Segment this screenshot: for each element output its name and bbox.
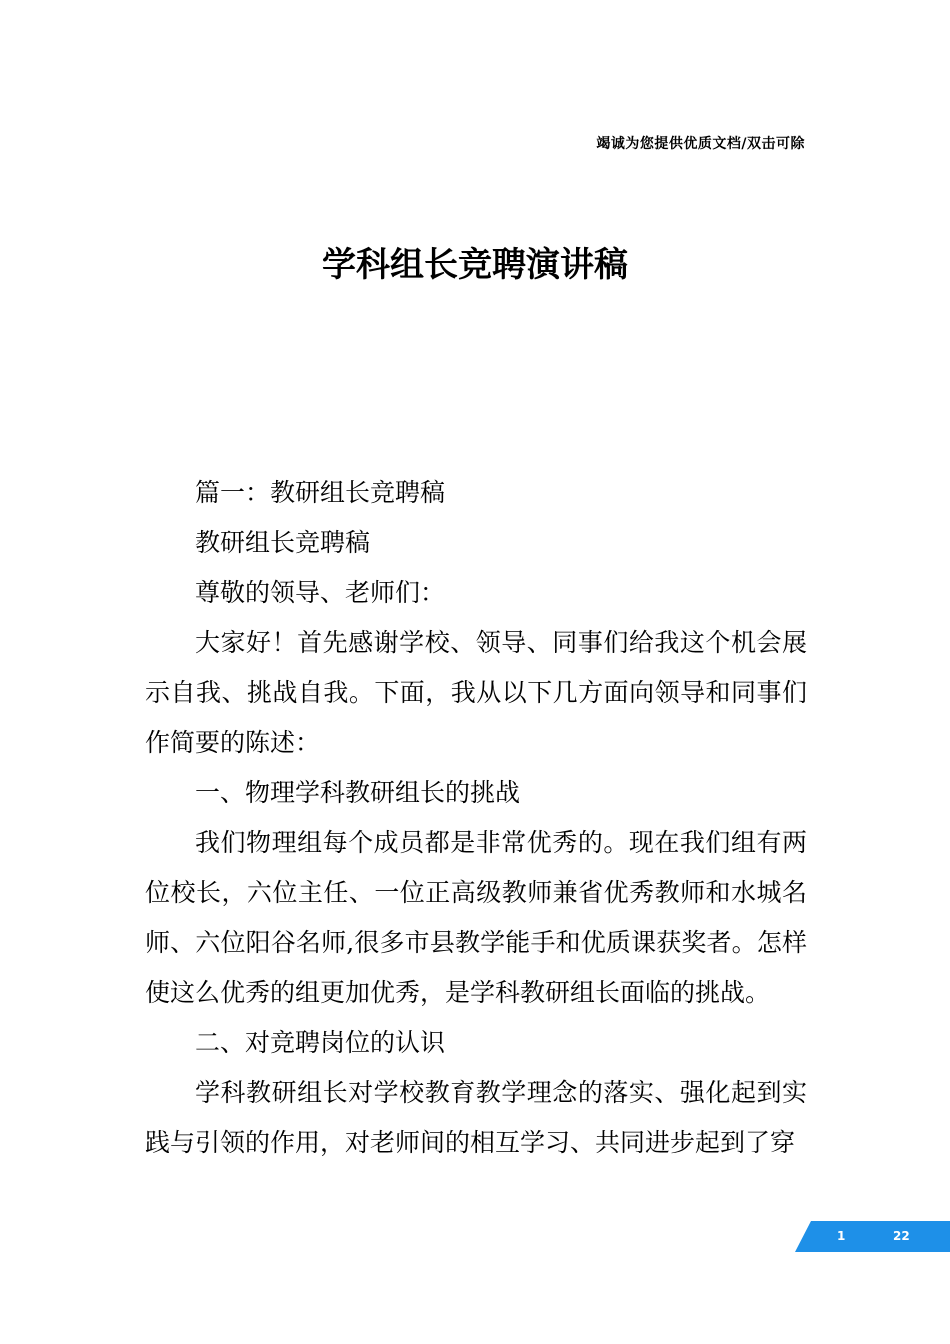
paragraph-heading-one: 一、物理学科教研组长的挑战: [195, 778, 521, 807]
page-total-number: 22: [893, 1229, 910, 1243]
paragraph-salutation: 尊敬的领导、老师们：: [195, 578, 446, 607]
paragraph-heading-two: 二、对竞聘岗位的认识: [195, 1028, 446, 1057]
header-note: 竭诚为您提供优质文档/双击可除: [596, 136, 805, 152]
paragraph-role-description: 学科教研组长对学校教育教学理念的落实、强化起到实践与引领的作用，对老师间的相互学习、共同进步起到了穿: [145, 1078, 807, 1157]
page-number-badge: [795, 1221, 950, 1252]
document-body: [145, 468, 807, 1168]
paragraph-greeting: 大家好！首先感谢学校、领导、同事们给我这个机会展示自我、挑战自我。下面，我从以下几方面向领导和同事们作简要的陈述：: [145, 628, 807, 757]
page-badge-shape: [795, 1221, 950, 1252]
paragraph-section-heading: 篇一：教研组长竞聘稿: [195, 478, 446, 507]
page-current-number: 1: [837, 1229, 846, 1243]
paragraph-team-description: 我们物理组每个成员都是非常优秀的。现在我们组有两位校长，六位主任、一位正高级教师兼省优秀教师和水城名师、六位阳谷名师,很多市县教学能手和优质课获奖者。怎样使这么优秀的组更加优秀，是学科教研组长面临的挑战。: [145, 828, 807, 1007]
paragraph-subtitle: 教研组长竞聘稿: [195, 528, 371, 557]
document-title: 学科组长竞聘演讲稿: [322, 245, 628, 285]
